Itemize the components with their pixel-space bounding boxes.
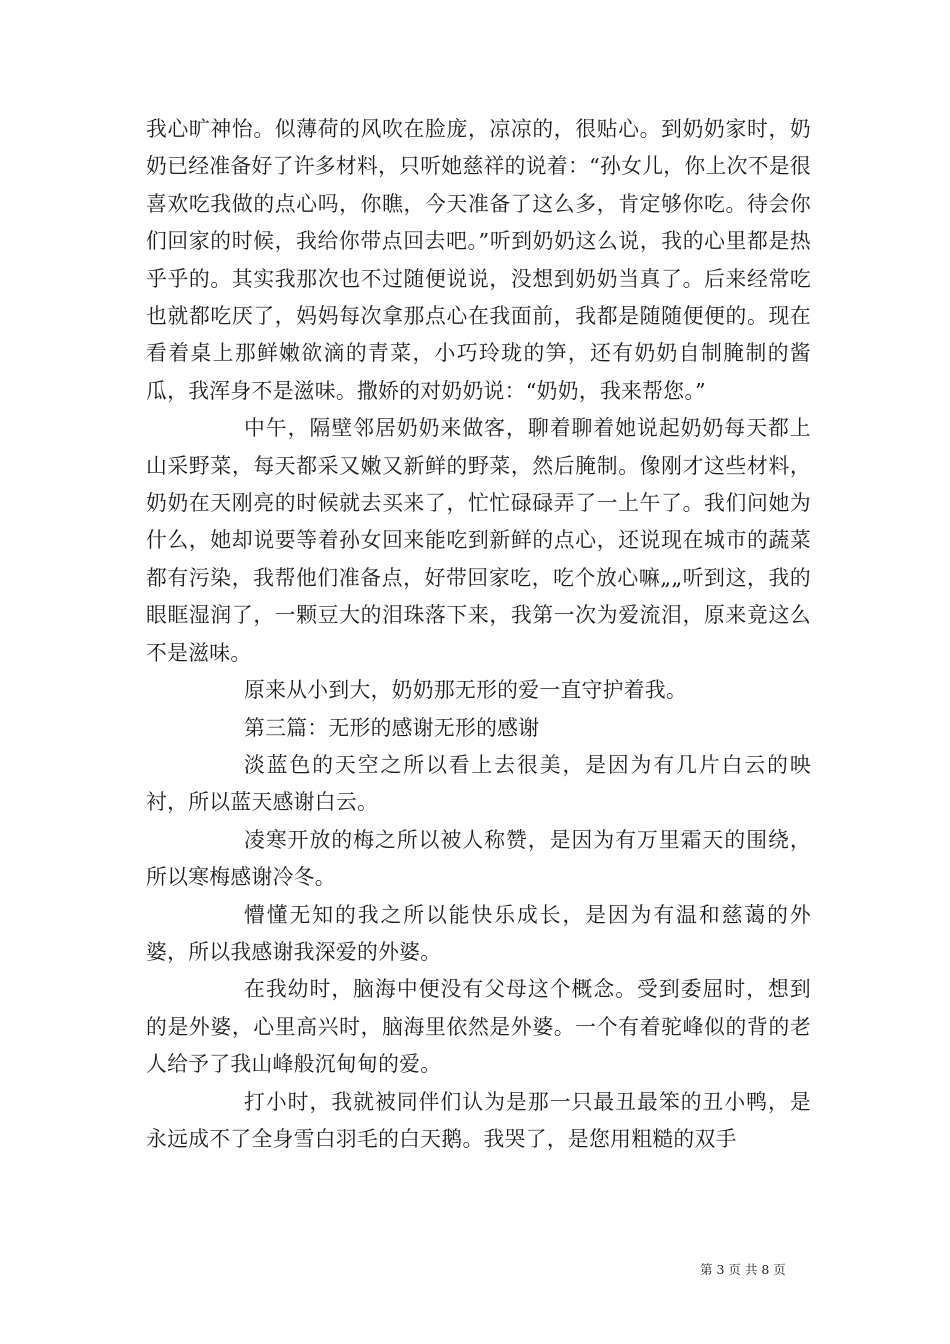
paragraph-ugly-duckling: 打小时，我就被同伴们认为是那一只最丑最笨的丑小鸭，是永远成不了全身雪白羽毛的白天鹅。我哭了，是您用粗糙的双手 [146,1089,811,1151]
document-body [146,111,811,1158]
paragraph-sky: 淡蓝色的天空之所以看上去很美，是因为有几片白云的映衬，所以蓝天感谢白云。 [146,752,811,815]
section-heading: 第三篇：无形的感谢无形的感谢 [244,715,540,740]
page-number-footer: 第 3 页 共 8 页 [700,1262,786,1277]
paragraph-grandma: 懵懂无知的我之所以能快乐成长，是因为有温和慈蔼的外婆，所以我感谢我深爱的外婆。 [146,902,811,964]
paragraph-plum: 凌寒开放的梅之所以被人称赞，是因为有万里霜天的围绕，所以寒梅感谢冷冬。 [146,827,811,890]
paragraph-noon-visit: 中午，隔壁邻居奶奶来做客，聊着聊着她说起奶奶每天都上山采野菜，每天都采又嫩又新鲜的野菜，然后腌制。像刚才这些材料，奶奶在天刚亮的时候就去买来了，忙忙碌碌弄了一上午了。我们问她为什么，她却说要等着孙女回来能吃到新鲜的点心，还说现在城市的蔬菜都有污染，我帮他们准备点，好带回家吃，吃个放心嘛„„听到这，我的眼眶湿润了，一颗豆大的泪珠落下来，我第一次为爱流泪，原来竟这么不是滋味。 [146,416,811,665]
paragraph-continuation: 我心旷神怡。似薄荷的风吹在脸庞，凉凉的，很贴心。到奶奶家时，奶奶已经准备好了许多材料，只听她慈祥的说着：“孙女儿，你上次不是很喜欢吃我做的点心吗，你瞧，今天准备了这么多，肯定够你吃。待会你们回家的时候，我给你带点回去吧。”听到奶奶这么说，我的心里都是热乎乎的。其实我那次也不过随便说说，没想到奶奶当真了。后来经常吃也就都吃厌了，妈妈每次拿那点心在我面前，我都是随随便便的。现在看着桌上那鲜嫩欲滴的青菜，小巧玲珑的笋，还有奶奶自制腌制的酱瓜，我浑身不是滋味。撒娇的对奶奶说：“奶奶，我来帮您。” [146,117,811,403]
paragraph-conclusion: 原来从小到大，奶奶那无形的爱一直守护着我。 [244,678,688,703]
paragraph-childhood: 在我幼时，脑海中便没有父母这个概念。受到委屈时，想到的是外婆，心里高兴时，脑海里依然是外婆。一个有着驼峰似的背的老人给予了我山峰般沉甸甸的爱。 [146,977,811,1077]
